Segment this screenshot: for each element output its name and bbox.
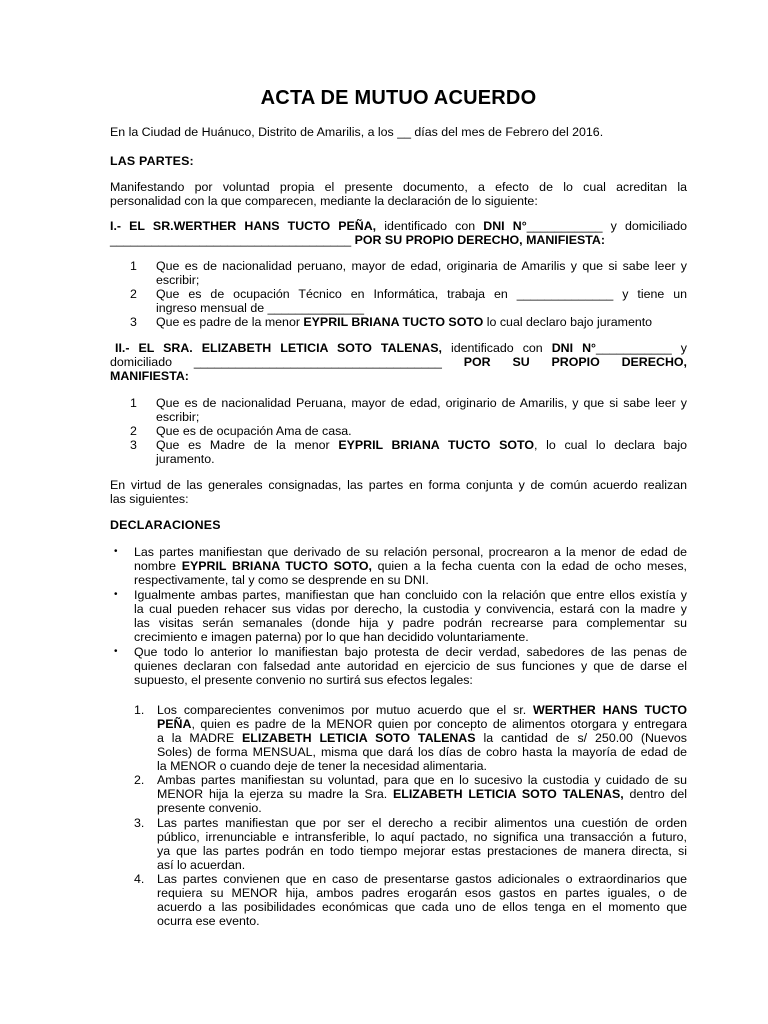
party1-line: I.- EL SR.WERTHER HANS TUCTO PEÑA, identificado con DNI N°___________ y domiciliado bbox=[110, 219, 687, 233]
party1-line: ___________________________________ POR SU PROPIO DERECHO, MANIFIESTA: bbox=[110, 233, 605, 247]
virtud-line: En virtud de las generales consignadas, las partes en forma conjunta y de común acuerdo realizan bbox=[110, 478, 687, 492]
declaraciones-heading: DECLARACIONES bbox=[110, 518, 221, 532]
party1-manifiesta: POR SU PROPIO DERECHO, MANIFIESTA: bbox=[354, 233, 605, 247]
party2-line: domiciliado ____________________________________ POR SU PROPIO DERECHO, bbox=[110, 355, 687, 369]
party2-name: II.- EL SRA. ELIZABETH LETICIA SOTO TALENAS, bbox=[115, 341, 442, 355]
party1-name: I.- EL SR.WERTHER HANS TUCTO PEÑA, bbox=[110, 219, 377, 233]
party1-dni-label: DNI N° bbox=[483, 219, 527, 233]
party2-line: II.- EL SRA. ELIZABETH LETICIA SOTO TALENAS, identificado con DNI N°___________ y bbox=[115, 341, 687, 355]
document-page: ACTA DE MUTUO ACUERDO En la Ciudad de Huánuco, Distrito de Amarilis, a los __ días del mes de Febrero del 2016. LAS PARTES: Manifestando por voluntad propia el presente documento, a efecto de lo cual acreditan la personalidad con la que comparecen, mediante la declaración de lo siguiente: I.- EL SR.WERTHER HANS TUCTO PEÑA, identificado con DNI N°___________ y domiciliado ___________________________________ POR SU PROPIO DERECHO, MANIFIESTA: 1 Que es de nacionalidad peruano, mayor de edad, originaria de Amarilis y que si sabe leer y escribir; 2 Que es de ocupación Técnico en Informática, trabaja en ______________ y tiene un ingreso mensual de ______________ 3 Que es padre de la menor EYPRIL BRIANA TUCTO SOTO lo cual declaro bajo juramento II.- EL SRA. ELIZABETH LETICIA SOTO TALENAS, identificado con DNI N°___________ y domiciliado ____________________________________ POR SU PROPIO DERECHO, MANIFIESTA: 1 Que es de nacionalidad Peruana, mayor de edad, originario de Amarilis, y que si sabe leer y escribir; 2 Que es de ocupación Ama de casa. 3 Que es Madre de la menor EYPRIL BRIANA TUCTO SOTO, lo cual lo declara bajo juramento. En virtud de las generales consignadas, las partes en forma conjunta y de común acuerdo realizan las siguientes: DECLARACIONES • Las partes manifiestan que derivado de su relación personal, procrearon a la menor de edad de nombre EYPRIL BRIANA TUCTO SOTO, quien a la fecha cuenta con la edad de ocho meses, respectivamente, tal y como se desprende en su DNI. • Igualmente ambas partes, manifiestan que han concluido con la relación que entre ellos existía y la cual pueden rehacer sus vidas por derecho, la custodia y convivencia, estará con la madre y las visitas serán semanales (donde hija y padre podrán recrearse para complementar su crecimiento e imagen paterna) por lo que han decidido voluntariamente. • Que todo lo anterior lo manifiestan bajo protesta de decir verdad, sabedores de las penas de quienes declaran con falsedad ante autoridad en ejercicio de sus funciones y que de darse el supuesto, el presente convenio no surtirá sus efectos legales: 1. Los comparecientes convenimos por mutuo acuerdo que el sr. WERTHER HANS TUCTO PEÑA, quien es padre de la MENOR quien por concepto de alimentos otorgara y entregara a la MADRE ELIZABETH LETICIA SOTO TALENAS la cantidad de s/ 250.00 (Nuevos Soles) de forma MENSUAL, misma que dará los días de cobro hasta la mayoría de edad de la MENOR o cuando deje de tener la necesidad alimentaria. 2. Ambas partes manifiestan su voluntad, para que en lo sucesivo la custodia y cuidado de su MENOR hija la ejerza su madre la Sra. ELIZABETH LETICIA SOTO TALENAS, dentro del presente convenio. 3. Las partes manifiestan que por ser el derecho a recibir alimentos una cuestión de orden público, irrenunciable e intransferible, lo aquí pactado, no significa una transacción a futuro, ya que las partes podrán en todo tiempo mejorar estas prestaciones de manera directa, si así lo acuerdan. 4. Las partes convienen que en caso de presentarse gastos adicionales o extraordinarios que requiera su MENOR hija, ambos padres erogarán esos gastos en partes iguales, o de acuerdo a las posibilidades económicas que cada uno de ellos tenga en el momento que ocurra ese evento. bbox=[110, 87, 688, 928]
party2-manifiesta: POR SU PROPIO DERECHO, bbox=[463, 355, 687, 369]
party2-dni-label: DNI N° bbox=[551, 341, 596, 355]
bullet-icon: • bbox=[114, 646, 118, 657]
intro-paragraph: En la Ciudad de Huánuco, Distrito de Amarilis, a los __ días del mes de Febrero del 2016. bbox=[110, 125, 604, 139]
partes-text-line: personalidad con la que comparecen, mediante la declaración de lo siguiente: bbox=[110, 194, 538, 208]
partes-heading: LAS PARTES: bbox=[110, 154, 194, 168]
bullet-icon: • bbox=[114, 546, 118, 557]
document-title: ACTA DE MUTUO ACUERDO bbox=[260, 87, 537, 109]
party2-line: MANIFIESTA: bbox=[110, 369, 189, 383]
virtud-line: las siguientes: bbox=[110, 492, 189, 506]
partes-text-line: Manifestando por voluntad propia el presente documento, a efecto de lo cual acreditan la bbox=[110, 180, 687, 194]
bullet-icon: • bbox=[114, 589, 118, 600]
